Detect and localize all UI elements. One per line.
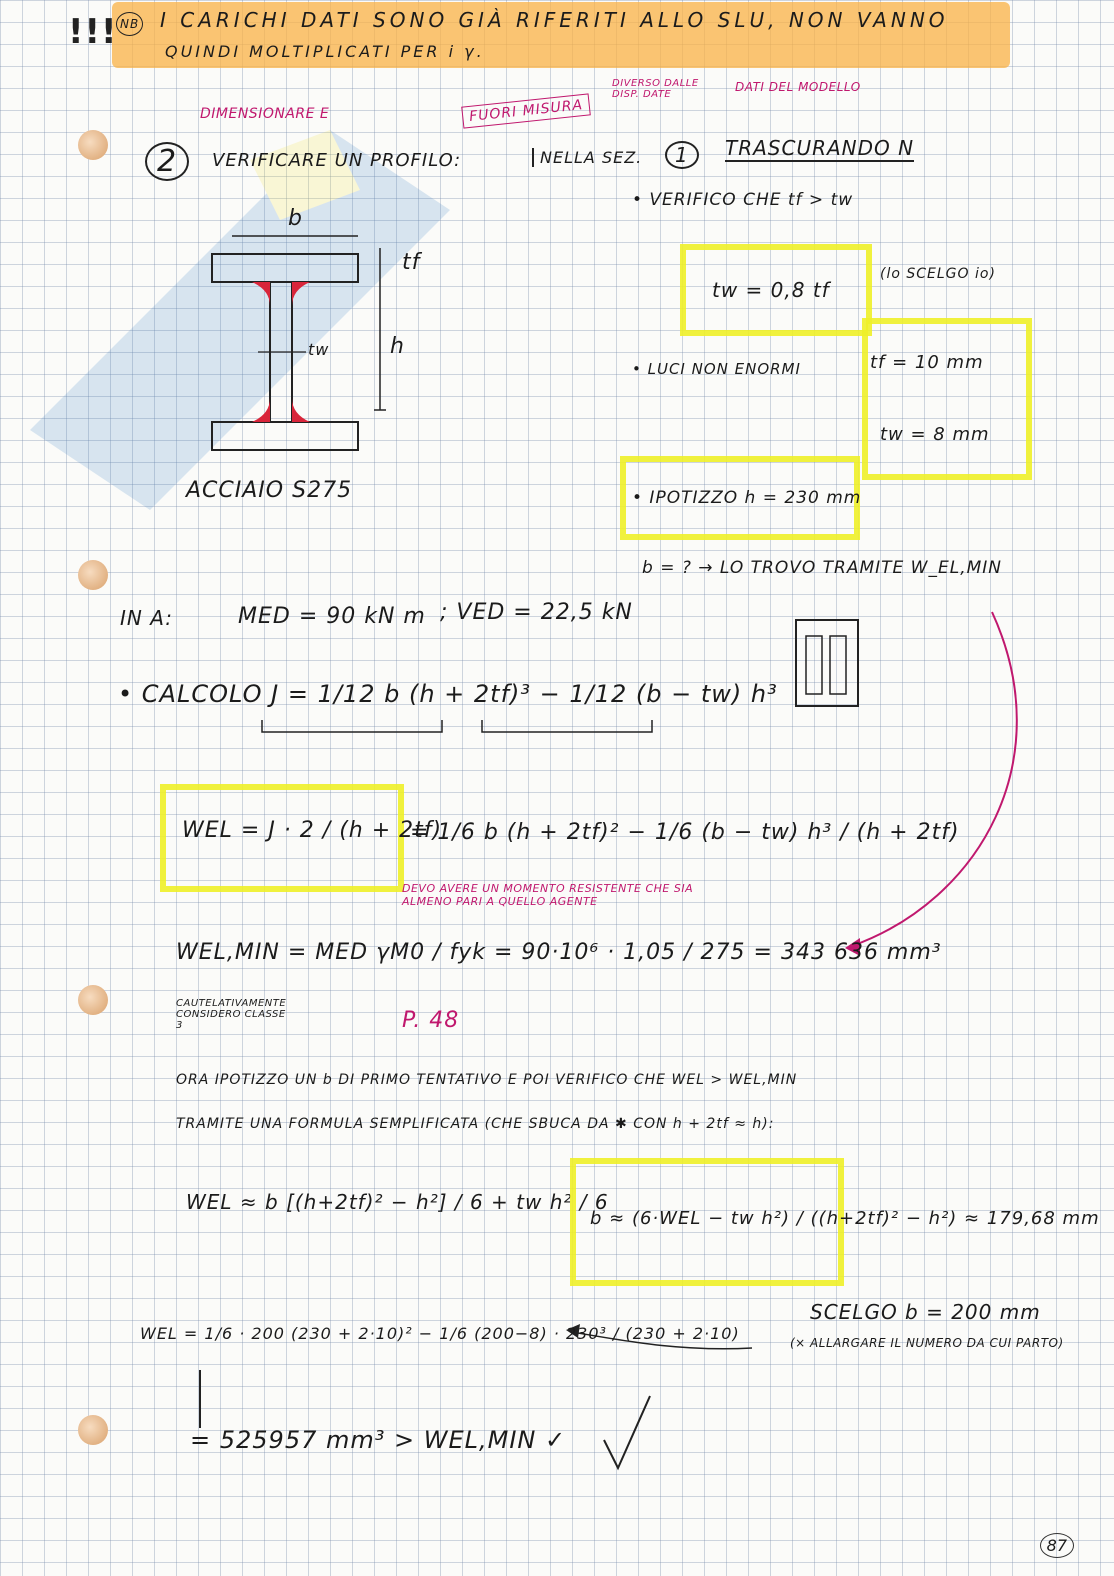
moment-med: MED = 90 kN m <box>238 604 426 629</box>
tw-value: tw = 8 mm <box>880 424 990 445</box>
other-data-note: DIVERSO DALLE DISP. DATE <box>612 78 699 100</box>
choose-note: (lo SCELGO io) <box>880 266 996 282</box>
wel-formula: WEL = J · 2 / (h + 2tf) <box>182 818 443 843</box>
step-number: 2 <box>145 142 189 181</box>
out-of-size-box: FUORI MISURA <box>461 93 591 128</box>
alert-marks: !!! <box>68 12 118 52</box>
highlight-values <box>862 318 1032 480</box>
check-tf-tw: • VERIFICO CHE tf > tw <box>632 190 854 210</box>
tw-relation: tw = 0,8 tf <box>712 278 830 302</box>
tf-value: tf = 10 mm <box>870 352 984 373</box>
label-b: b <box>288 206 303 231</box>
verify-profile: VERIFICARE UN PROFILO: <box>212 150 462 171</box>
wel-approx: WEL ≈ b [(h+2tf)² − h²] / 6 + tw h² / 6 <box>186 1190 609 1214</box>
neglect-n: TRASCURANDO N <box>725 136 915 160</box>
page-reference: P. 48 <box>402 1008 460 1033</box>
must-have-note: DEVO AVERE UN MOMENTO RESISTENTE CHE SIA ALMENO PARI A QUELLO AGENTE <box>402 882 694 908</box>
wel-expanded: = 1/6 b (h + 2tf)² − 1/6 (b − tw) h³ / (h + 2tf) <box>410 820 960 845</box>
header-line-2: QUINDI MOLTIPLICATI PER i γ. <box>165 42 485 61</box>
dimensioning-label: DIMENSIONARE E <box>200 106 330 122</box>
note-number-badge: NB <box>116 12 143 36</box>
model-data-note: DATI DEL MODELLO <box>735 80 861 94</box>
page-number: 87 <box>1040 1533 1074 1558</box>
class-note: CAUTELATIVAMENTE CONSIDERO CLASSE 3 <box>176 998 287 1031</box>
label-tw: tw <box>308 340 330 359</box>
wel-calculation: WEL = 1/6 · 200 (230 + 2·10)² − 1/6 (200−8) · 230³ / (230 + 2·10) <box>140 1324 740 1343</box>
simplified-note: TRAMITE UNA FORMULA SEMPLIFICATA (CHE SBUCA DA ✱ CON h + 2tf ≈ h): <box>176 1116 775 1132</box>
inertia-formula: • CALCOLO J = 1/12 b (h + 2tf)³ − 1/12 (b − tw) h³ <box>118 680 778 708</box>
choose-b: SCELGO b = 200 mm <box>810 1300 1041 1324</box>
at-point-a: IN A: <box>120 606 174 630</box>
wel-min-formula: WEL,MIN = MED γM0 / fyk = 90·10⁶ · 1,05 / 275 = 343 636 mm³ <box>176 940 942 965</box>
header-line-1: I CARICHI DATI SONO GIÀ RIFERITI ALLO SLU, NON VANNO <box>160 8 949 32</box>
steel-grade: ACCIAIO S275 <box>186 478 353 503</box>
label-h: h <box>390 334 405 359</box>
section-number: 1 <box>665 141 699 169</box>
b-approx-formula: b ≈ (6·WEL − tw h²) / ((h+2tf)² − h²) ≈ 179,68 mm <box>590 1208 1100 1229</box>
choose-b-reason: (× ALLARGARE IL NUMERO DA CUI PARTO) <box>790 1336 1064 1350</box>
loads-note: • LUCI NON ENORMI <box>632 360 801 378</box>
trial-note: ORA IPOTIZZO UN b DI PRIMO TENTATIVO E POI VERIFICO CHE WEL > WEL,MIN <box>176 1072 798 1088</box>
b-unknown: b = ? → LO TROVO TRAMITE W_EL,MIN <box>642 558 1003 578</box>
label-tf: tf <box>402 250 421 275</box>
shear-ved: ; VED = 22,5 kN <box>440 600 633 625</box>
hypothesis-h: • IPOTIZZO h = 230 mm <box>632 488 862 508</box>
final-result: = 525957 mm³ > WEL,MIN ✓ <box>190 1426 567 1454</box>
section-label: NELLA SEZ. <box>532 148 642 167</box>
